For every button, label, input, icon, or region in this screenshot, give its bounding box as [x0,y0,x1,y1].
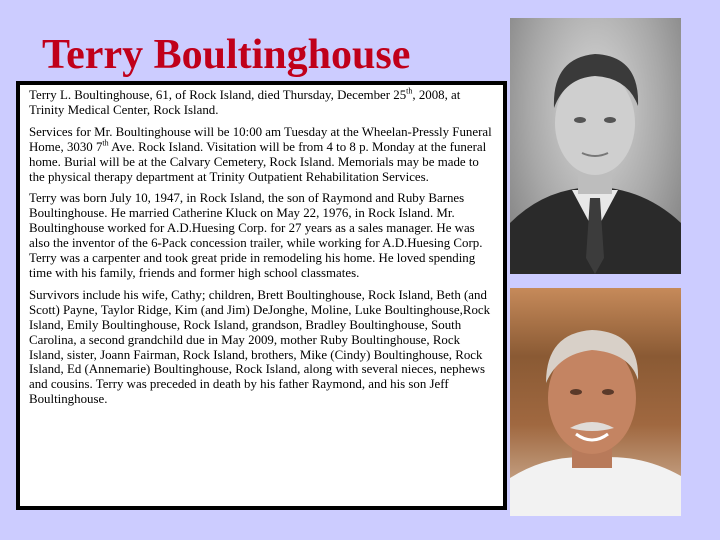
obituary-paragraph-3: Terry was born July 10, 1947, in Rock Island, the son of Raymond and Ruby Barnes Boultinghouse. He married Catherine Kluck on May 22, 1976, in Rock Island. Mr. Boultinghouse worked for A.D.Huesing Corp. for 27 years as a sales manager. He was also the inventor of the 6-Pack concession trailer, while working for A.D.Huesing Corp. Terry was a carpenter and took great pride in remodeling his home. He loved spending time with his family, friends and former high school classmates. [29,191,483,280]
obituary-p1-superscript: th [406,86,413,96]
portrait-photo-older [510,288,681,516]
portrait-older-illustration [510,288,681,516]
obituary-p2-superscript: th [102,138,109,148]
obituary-p1-text-b: , 2008, at Trinity Medical Center, Rock Island. [29,88,461,117]
obituary-paragraph-2 [29,125,495,185]
obituary-p2-text-a: Services for Mr. Boultinghouse will be 10:00 am Tuesday at the Wheelan-Pressly Funeral Home, 3030 7 [29,124,492,154]
obituary-p1-text-a: Terry L. Boultinghouse, 61, of Rock Island, died Thursday, December 25 [29,88,407,102]
obituary-p2-text-b: Ave. Rock Island. Visitation will be from 4 to 8 p. Monday at the funeral home. Burial will be at the Calvary Cemetery, Rock Island. Memorials may be made to the physical therapy department at Trinity Outpatient Rehabilitation Services. [29,139,487,184]
page-title: Terry Boultinghouse [42,32,411,78]
portrait-photo-young [510,18,681,274]
portrait-young-illustration [510,18,681,274]
obituary-paragraph-1 [29,88,495,118]
obituary-text-box [16,81,507,510]
obituary-paragraph-4: Survivors include his wife, Cathy; children, Brett Boultinghouse, Rock Island, Beth (and Scott) Payne, Taylor Ridge, Kim (and Jim) DeJonghe, Moline, Luke Boultinghouse,Rock Island, Emily Boultinghouse, Rock Island, grandson, Bradley Boultinghouse, South Carolina, a second grandchild due in May 2009, mother Ruby Boultinghouse, Rock Island, sister, Joann Fairman, Rock Island, brothers, Mike (Cindy) Boultinghouse, Rock Island, Ed (Annemarie) Boultinghouse, Rock Island, along with several nieces, nephews and cousins. Terry was preceded in death by his father Raymond, and his son Jeff Boultinghouse. [29,287,491,407]
